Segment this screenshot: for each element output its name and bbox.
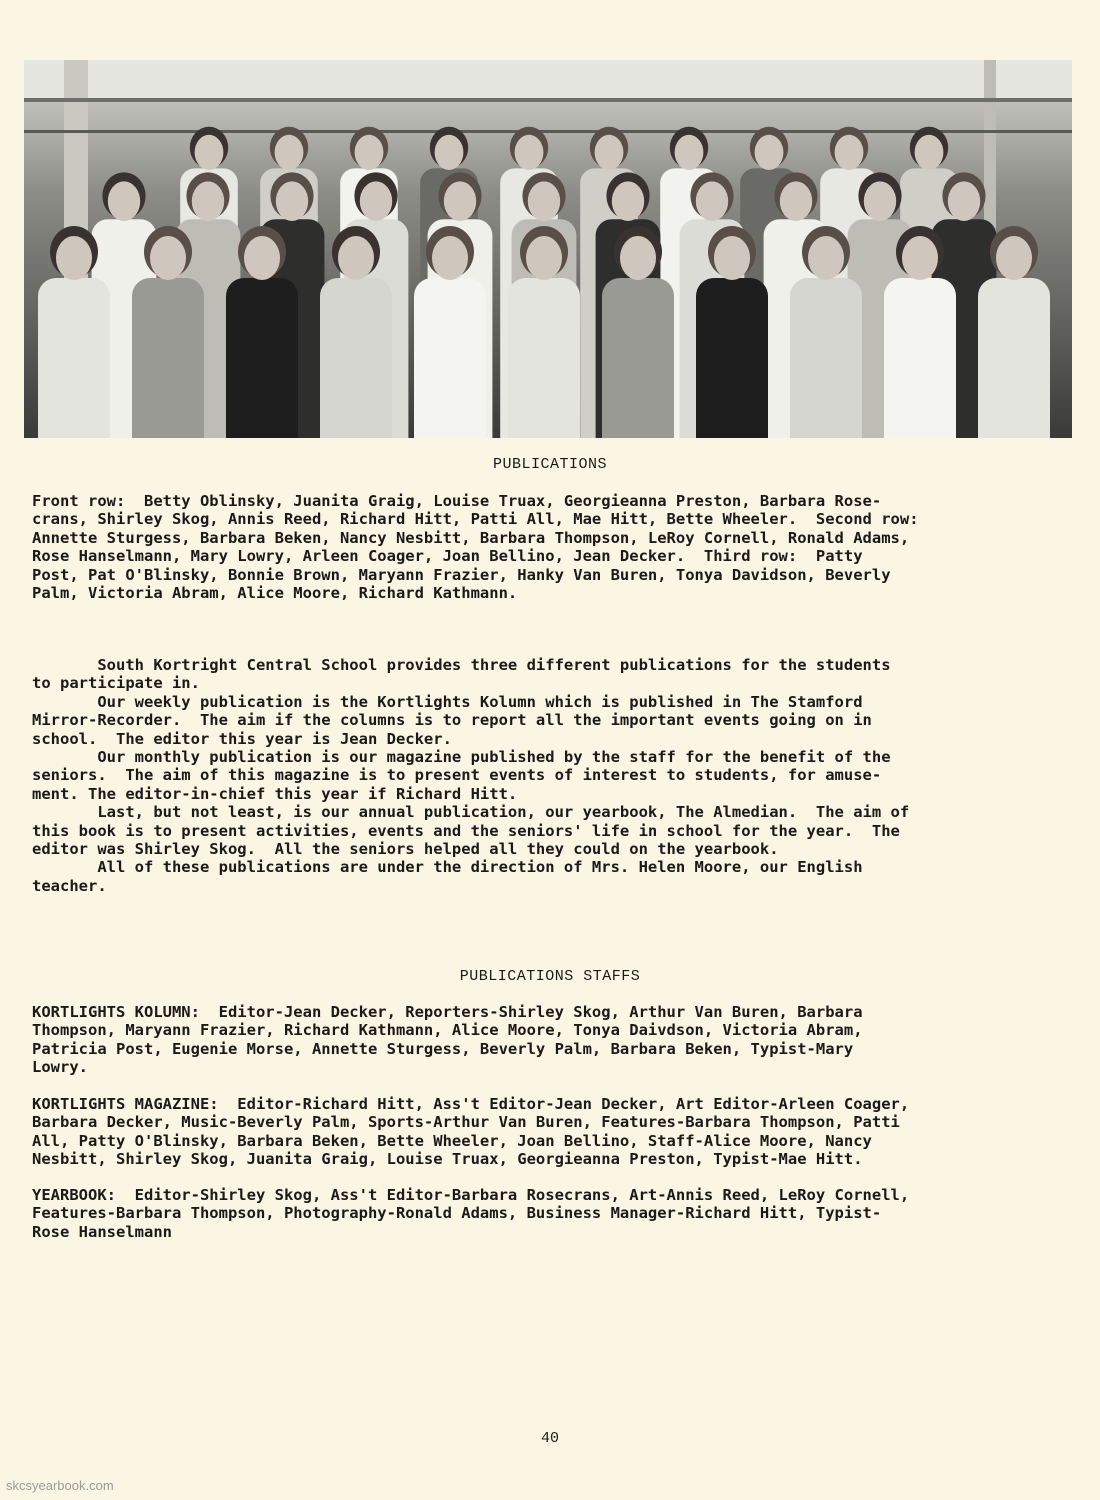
body-line: ment. The editor-in-chief this year if Richard Hitt. (32, 784, 518, 803)
body-line: seniors. The aim of this magazine is to present events of interest to students, for amuse- (32, 766, 882, 785)
publications-staffs-heading: PUBLICATIONS STAFFS (459, 968, 641, 985)
caption-line: Post, Pat O'Blinsky, Bonnie Brown, Maryann Frazier, Hanky Van Buren, Tonya Davidson, Beverly (32, 565, 891, 584)
body-line: All of these publications are under the direction of Mrs. Helen Moore, our English (32, 858, 863, 877)
yearbook-staff (32, 1186, 1072, 1241)
kolumn-line: Thompson, Maryann Frazier, Richard Kathmann, Alice Moore, Tonya Daivdson, Victoria Abram, (32, 1021, 863, 1040)
kolumn-line: Lowry. (32, 1058, 88, 1077)
body-line: South Kortright Central School provides three different publications for the students (32, 656, 891, 674)
body-line: Last, but not least, is our annual publication, our yearbook, The Almedian. The aim of (32, 803, 910, 822)
caption-line: Front row: Betty Oblinsky, Juanita Graig, Louise Truax, Georgieanna Preston, Barbara Rose- (32, 492, 882, 510)
magazine-line: Nesbitt, Shirley Skog, Juanita Graig, Louise Truax, Georgieanna Preston, Typist-Mae Hitt. (32, 1150, 863, 1169)
caption-line: Palm, Victoria Abram, Alice Moore, Richard Kathmann. (32, 584, 518, 603)
group-photo (24, 60, 1072, 438)
kolumn-line: Patricia Post, Eugenie Morse, Annette Sturgess, Beverly Palm, Barbara Beken, Typist-Mary (32, 1039, 854, 1058)
body-line: editor was Shirley Skog. All the seniors helped all they could on the yearbook. (32, 840, 779, 859)
magazine-line: All, Patty O'Blinsky, Barbara Beken, Bette Wheeler, Joan Bellino, Staff-Alice Moore, Nancy (32, 1131, 872, 1150)
yearbook-line: Features-Barbara Thompson, Photography-Ronald Adams, Business Manager-Richard Hitt, Typist- (32, 1204, 882, 1223)
body-line: to participate in. (32, 674, 200, 693)
yearbook-line: Rose Hanselmann (32, 1222, 172, 1241)
page-number: 40 (540, 1430, 559, 1447)
site-watermark: skcsyearbook.com (6, 1478, 114, 1493)
kolumn-line: KORTLIGHTS KOLUMN: Editor-Jean Decker, Reporters-Shirley Skog, Arthur Van Buren, Barbara (32, 1003, 863, 1021)
body-line: Our monthly publication is our magazine published by the staff for the benefit of the (32, 748, 891, 767)
publications-heading: PUBLICATIONS (492, 456, 608, 473)
caption-line: crans, Shirley Skog, Annis Reed, Richard Hitt, Patti All, Mae Hitt, Bette Wheeler. Second row: (32, 510, 919, 529)
magazine-line: KORTLIGHTS MAGAZINE: Editor-Richard Hitt, Ass't Editor-Jean Decker, Art Editor-Arleen Coager, (32, 1095, 910, 1113)
caption-line: Annette Sturgess, Barbara Beken, Nancy Nesbitt, Barbara Thompson, LeRoy Cornell, Ronald Adams, (32, 528, 910, 547)
body-line: school. The editor this year is Jean Decker. (32, 729, 452, 748)
kortlights-magazine-staff (32, 1095, 1072, 1169)
body-line: teacher. (32, 876, 107, 895)
kortlights-kolumn-staff (32, 1003, 1072, 1077)
magazine-line: Barbara Decker, Music-Beverly Palm, Sports-Arthur Van Buren, Features-Barbara Thompson, Patti (32, 1113, 900, 1132)
group-photo-image (24, 60, 1072, 438)
photo-caption (32, 492, 1072, 602)
publications-description (32, 656, 1072, 895)
yearbook-line: YEARBOOK: Editor-Shirley Skog, Ass't Editor-Barbara Rosecrans, Art-Annis Reed, LeRoy Cornell, (32, 1186, 910, 1204)
body-line: Mirror-Recorder. The aim if the columns is to report all the important events going on in (32, 711, 872, 730)
body-line: Our weekly publication is the Kortlights Kolumn which is published in The Stamford (32, 692, 863, 711)
caption-line: Rose Hanselmann, Mary Lowry, Arleen Coager, Joan Bellino, Jean Decker. Third row: Patty (32, 547, 863, 566)
body-line: this book is to present activities, events and the seniors' life in school for the year. The (32, 821, 900, 840)
